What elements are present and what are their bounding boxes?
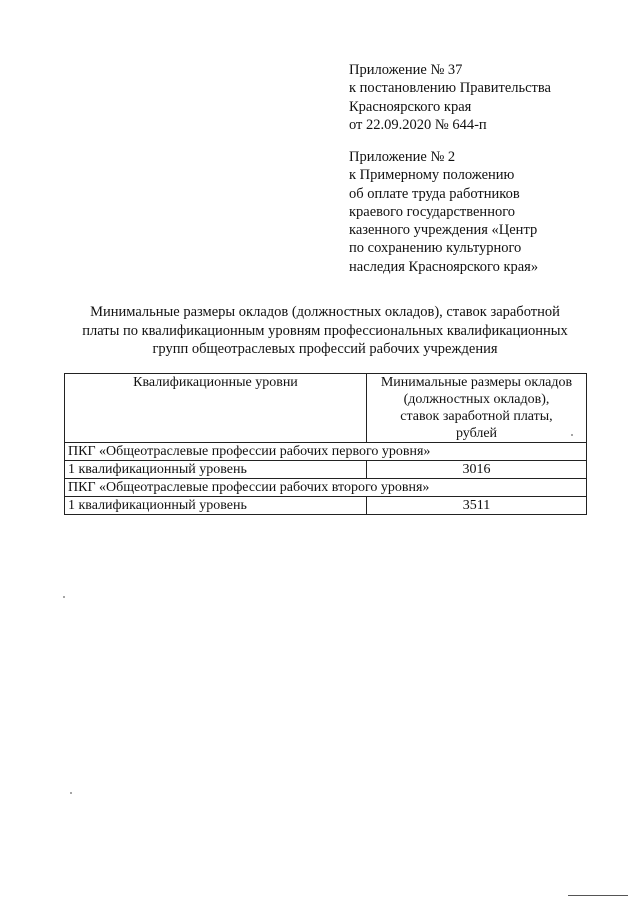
annex-line: Приложение № 37 xyxy=(349,62,463,78)
table-row xyxy=(65,497,587,515)
annex-2-header xyxy=(349,148,609,276)
annex-line: об оплате труда работников xyxy=(349,185,520,202)
title-line: групп общеотраслевых профессий рабочих учреждения xyxy=(152,341,498,357)
scan-edge-line xyxy=(568,895,628,896)
annex-line: от 22.09.2020 № 644-п xyxy=(349,116,487,133)
annex-37-header xyxy=(349,61,609,134)
scan-speck xyxy=(63,596,65,598)
title-line: платы по квалификационным уровням профессиональных квалификационных xyxy=(82,322,568,339)
document-title xyxy=(60,303,590,359)
level-salary-value: 3511 xyxy=(367,497,587,515)
header-minimum-salary xyxy=(367,374,587,443)
table-group-row xyxy=(65,443,587,461)
scan-speck xyxy=(571,434,573,436)
level-name: 1 квалификационный уровень xyxy=(65,497,367,515)
table-header-row xyxy=(65,374,587,443)
annex-line: к постановлению Правительства xyxy=(349,80,551,97)
annex-line: краевого государственного xyxy=(349,203,516,220)
header-line: Минимальные размеры окладов xyxy=(380,375,573,390)
group-name: ПКГ «Общеотраслевые профессии рабочих второго уровня» xyxy=(65,479,587,497)
level-name: 1 квалификационный уровень xyxy=(65,461,367,479)
annex-line: по сохранению культурного xyxy=(349,240,522,257)
annex-line: Красноярского края xyxy=(349,98,472,115)
table-group-row xyxy=(65,479,587,497)
header-line: ставок заработной платы, xyxy=(400,409,553,424)
group-name: ПКГ «Общеотраслевые профессии рабочих первого уровня» xyxy=(65,443,587,461)
header-line: рублей xyxy=(455,426,498,441)
scan-speck xyxy=(70,792,72,794)
salary-table xyxy=(64,373,587,515)
annex-line: Приложение № 2 xyxy=(349,149,456,165)
level-salary-value: 3016 xyxy=(367,461,587,479)
annex-line: наследия Красноярского края» xyxy=(349,258,539,275)
header-line: (должностных окладов), xyxy=(403,392,550,407)
annex-line: казенного учреждения «Центр xyxy=(349,222,538,239)
header-qualification-levels: Квалификационные уровни xyxy=(65,374,367,443)
annex-line: к Примерному положению xyxy=(349,167,515,184)
title-line: Минимальные размеры окладов (должностных окладов), ставок заработной xyxy=(90,304,560,320)
table-row xyxy=(65,461,587,479)
